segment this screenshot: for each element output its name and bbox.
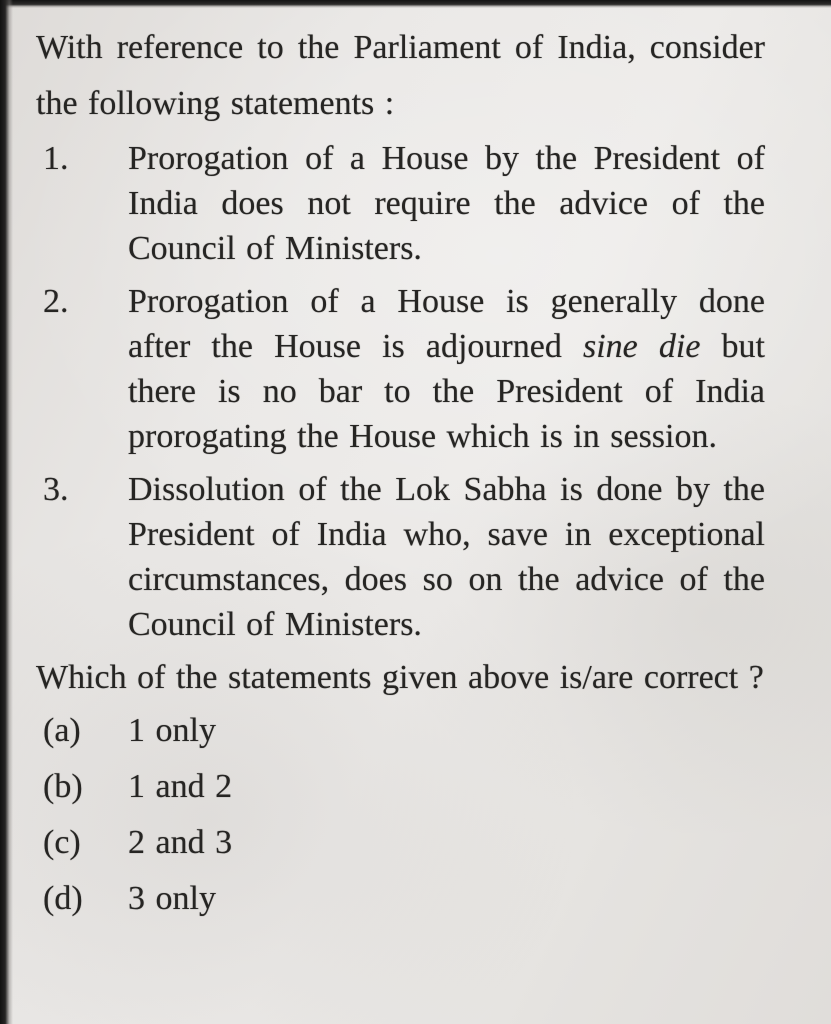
option-label: (c)	[43, 824, 81, 861]
option-item	[36, 876, 765, 921]
option-item	[36, 708, 765, 753]
statement-text: Prorogation of a House by the President of India does not require the advice of the Council of Ministers.	[128, 140, 765, 267]
statement-item	[36, 279, 765, 459]
statement-text: Dissolution of the Lok Sabha is done by the President of India who, save in exceptional circumstances, does so on the advice of the Council of Ministers.	[128, 471, 765, 643]
options-list	[36, 708, 765, 921]
question-stem: Which of the statements given above is/are correct ?	[36, 659, 764, 696]
option-label: (b)	[43, 768, 83, 805]
statement-item	[36, 467, 765, 647]
option-label: (a)	[43, 712, 81, 749]
option-text: 1 only	[128, 712, 216, 749]
statement-item	[36, 136, 765, 271]
statement-text: Prorogation of a House is generally done after the House is adjourned sine die but there is no bar to the President of India prorogating the House which is in session.	[128, 283, 765, 455]
option-text: 2 and 3	[128, 824, 233, 861]
statement-number: 3.	[43, 471, 69, 508]
question-intro: With reference to the Parliament of India, consider the following statements :	[36, 29, 765, 122]
option-text: 1 and 2	[128, 768, 233, 805]
latin-phrase-italic: sine die	[582, 328, 701, 365]
option-text: 3 only	[128, 880, 216, 917]
option-label: (d)	[43, 880, 83, 917]
option-item	[36, 764, 765, 809]
statements-list	[36, 136, 765, 647]
option-item	[36, 820, 765, 865]
statement-number: 2.	[43, 283, 69, 320]
statement-number: 1.	[43, 140, 69, 177]
